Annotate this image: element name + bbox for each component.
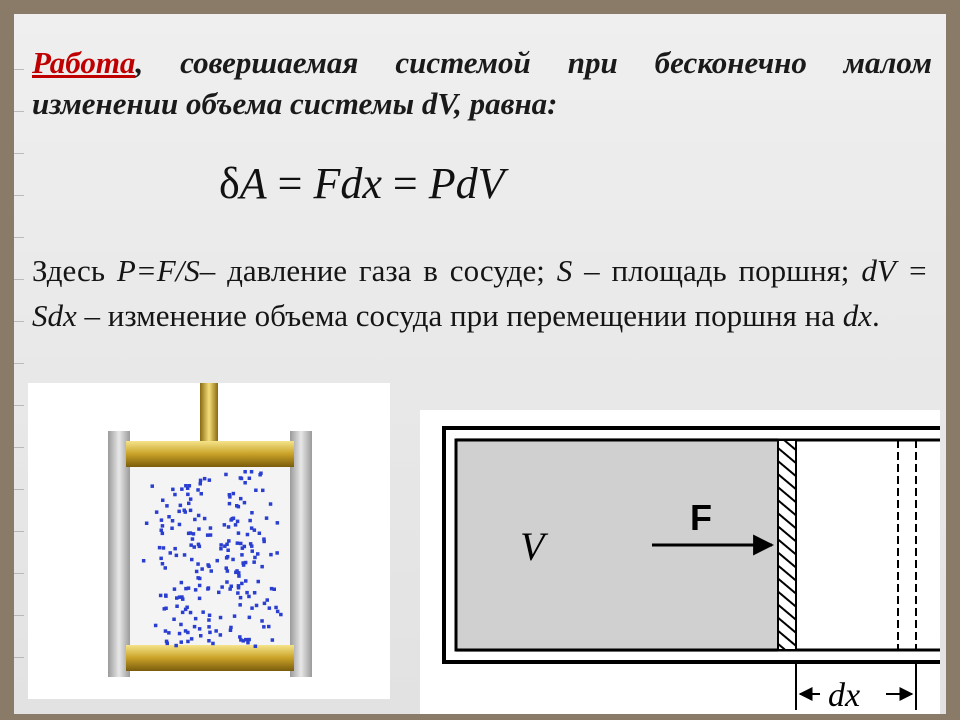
gas-molecule [190,558,194,562]
gas-molecule [242,639,246,643]
gas-molecule [263,602,267,606]
gas-molecule [219,543,223,547]
gas-molecule [228,495,232,499]
gas-molecule [165,504,169,508]
gas-molecule [163,607,167,611]
gas-molecule [248,616,252,620]
formula-Fdx: Fdx [313,159,382,208]
gas-molecule [179,623,183,627]
gas-molecule [180,581,184,585]
gas-molecule [181,611,185,615]
gas-molecule [151,484,155,488]
desc-text-1: Здесь [32,253,117,288]
desc-text-3: – давление газа в сосуде; [199,253,557,288]
gas-molecule [189,531,193,535]
gas-molecule [253,556,257,560]
gas-molecule [223,544,227,548]
gas-molecule [197,527,201,531]
gas-molecule [161,499,165,503]
gas-molecule [193,625,197,629]
gas-molecule [198,577,202,581]
gas-molecule [189,497,193,501]
gas-molecule [194,588,198,592]
gas-molecule [200,492,204,496]
gas-molecule [210,569,214,573]
gas-molecule [247,595,251,599]
gas-molecule [190,637,194,641]
gas-molecule [269,502,273,506]
gas-molecule [236,541,240,545]
gas-molecule [194,617,198,621]
gas-molecule [142,559,146,563]
gas-molecule [238,603,242,607]
gas-molecule [198,584,202,588]
gas-molecule [158,546,162,550]
gas-molecule [255,604,258,608]
work-formula [219,158,504,209]
work-term: Работа [32,45,136,80]
gas-molecule [196,488,200,492]
gas-molecule [225,556,229,560]
description-paragraph [32,248,928,338]
gas-molecule [279,613,283,617]
gas-molecule [256,552,260,556]
gas-molecule [231,558,235,562]
gas-molecule [239,476,243,480]
gas-molecule [237,531,241,535]
gas-molecule [195,570,199,574]
gas-molecule [192,532,196,536]
cylinder-bottom [126,645,294,671]
gas-molecule [180,487,184,491]
gas-molecule [178,523,182,527]
formula-A: A [239,159,267,208]
gas-molecule [237,505,241,509]
force-label: F [690,497,712,538]
piston-rod [200,383,218,445]
gas-molecule [245,591,249,595]
gas-molecule [185,606,189,610]
gas-molecule [250,526,254,530]
gas-molecule [196,562,200,566]
gas-molecule [186,487,190,491]
gas-molecule [237,586,241,590]
gas-molecule [172,618,176,622]
gas-molecule [269,553,273,557]
cylinder-wall-left [108,431,130,677]
gas-molecule [250,470,254,474]
gas-molecule [217,591,221,595]
gas-molecule [254,489,258,493]
gas-molecule [183,553,187,557]
gas-molecule [201,610,205,614]
gas-molecule [224,473,228,477]
gas-molecule [243,481,247,485]
gas-molecule [249,542,253,546]
gas-molecule [226,549,230,553]
formula-PdV: PdV [428,159,505,208]
gas-molecule [238,635,242,639]
formula-eq1: = [266,159,314,208]
slide-heading [32,42,932,124]
gas-molecule [160,518,164,522]
gas-molecule [173,547,177,551]
gas-molecule [169,551,173,555]
gas-molecule [203,477,207,481]
gas-molecule [254,645,258,649]
gas-molecule [161,532,165,536]
gas-molecule [171,488,175,492]
gas-molecule [186,640,190,644]
gas-molecule [227,539,231,543]
gas-molecule [207,625,211,629]
piston-schematic [420,410,940,714]
gas-molecule [235,569,239,573]
gas-cylinder-illustration [28,383,390,699]
gas-molecule [274,606,278,610]
desc-dx: dx [842,298,872,333]
gas-molecule [250,606,254,610]
gas-molecule [164,594,168,598]
gas-molecule [180,640,184,644]
gas-molecule [275,551,279,555]
gas-molecule [207,586,211,590]
edge-dots-decoration [14,69,24,669]
gas-molecule [258,532,262,536]
gas-molecule [276,521,280,525]
gas-molecule [240,582,244,586]
desc-area: S [556,253,573,288]
gas-molecule [208,614,212,618]
gas-molecule [191,537,195,541]
gas-molecule [232,492,236,496]
gas-molecule [231,517,235,521]
piston-schematic-svg [420,410,940,714]
gas-molecule [208,478,212,482]
gas-molecule [199,634,203,638]
gas-molecule [208,631,212,635]
gas-molecule [167,515,171,519]
gas-molecule [229,626,233,630]
gas-molecule [159,557,163,561]
gas-molecule [244,561,248,565]
gas-molecule [174,644,178,648]
gas-molecule [260,619,264,623]
formula-delta: δ [219,159,240,208]
gas-molecule [181,597,185,601]
gas-molecule [261,489,265,493]
gas-molecule [211,642,215,646]
gas-molecule [177,510,181,513]
volume-label: V [520,524,545,569]
gas-molecule [244,579,248,583]
gas-molecule [234,523,238,527]
gas-molecule [267,625,271,629]
gas-molecule [266,598,270,602]
gas-molecule [162,546,166,550]
gas-molecule [175,605,179,609]
gas-molecule [270,587,274,591]
gas-molecule [246,641,250,645]
gas-molecule [262,625,266,629]
gas-molecule [237,574,241,578]
desc-dv: dV = Sdx [32,253,928,333]
gas-molecule [214,629,218,633]
gas-molecule [220,585,224,589]
gas-molecule [259,472,263,476]
gas-molecule [239,497,243,501]
gas-molecule [243,470,247,474]
gas-molecule [189,509,193,512]
gas-molecule [184,629,188,633]
desc-pressure: P=F/S [116,253,200,288]
gas-molecule [233,614,237,618]
gas-molecule [252,560,256,564]
gas-molecule [207,618,211,622]
gas-molecule [159,594,163,598]
gas-molecule [203,517,207,521]
gas-molecule [175,554,179,558]
gas-molecule [198,545,202,549]
gas-molecule [228,502,232,506]
gas-molecule [253,591,257,595]
piston [778,440,796,650]
gas-molecule [200,567,204,571]
gas-molecule [189,611,193,615]
gas-molecule [236,520,240,524]
gas-molecule [262,537,266,541]
desc-text-9: . [871,298,880,333]
gas-molecule [241,546,245,550]
gas-molecule [166,642,170,646]
gas-molecule [155,510,159,514]
gas-molecule [271,638,275,642]
gas-molecule [179,504,183,508]
gas-molecule [239,542,243,546]
gas-molecule [207,565,211,569]
gas-molecule [276,610,280,614]
gas-molecule [184,587,188,591]
gas-molecule [199,479,203,483]
gas-molecule [160,529,164,533]
gas-molecule [247,638,251,642]
gas-molecule [248,477,252,481]
gas-molecule [251,549,255,553]
gas-molecule [225,566,229,570]
gas-molecule [154,624,158,628]
gas-molecule [183,509,187,513]
gas-molecule [161,524,165,528]
gas-molecule [171,519,175,523]
gas-molecule [198,597,202,601]
gas-molecule [178,632,182,636]
gas-molecule [186,493,190,497]
gas-molecule [236,591,240,595]
gas-molecule [193,518,197,522]
gas-molecule [173,587,177,591]
gas-molecule [164,566,168,570]
gas-molecule [227,525,231,529]
gas-molecule [219,616,223,620]
formula-eq2: = [381,159,429,208]
gas-molecule [187,502,191,506]
cylinder-wall-right [290,431,312,677]
gas-molecule [248,519,252,523]
gas-molecule [207,639,211,643]
gas-molecule [175,596,179,600]
gas-molecule [145,522,149,526]
gas-molecule [246,533,250,537]
gas-molecule [257,580,261,584]
gas-cylinder-svg [28,383,390,699]
gas-molecule [209,533,213,537]
gas-molecule [243,501,247,505]
gas-molecule [265,516,269,520]
gas-molecule [164,629,168,633]
gas-molecule [209,526,213,530]
gas-molecule [268,606,272,610]
desc-text-7: – изменение объема сосуда при перемещении поршня на [76,298,843,333]
gas-molecule [161,562,165,566]
gas-molecule [167,631,171,635]
gas-molecule [239,596,243,600]
gas-molecule [250,511,254,515]
heading-rest: , совершаемая системой при бесконечно малом изменении объема системы dV, равна: [32,45,932,121]
gas-molecule [189,543,193,547]
gas-molecule [225,580,229,584]
gas-molecule [216,559,220,563]
gas-molecule [199,482,203,486]
gas-molecule [219,633,223,637]
gas-molecule [240,553,244,557]
desc-text-5: – площадь поршня; [572,253,862,288]
gas-molecule [198,627,202,631]
dx-label: dx [828,677,861,714]
slide [14,14,946,714]
gas-molecule [230,585,234,589]
gas-molecule [223,523,227,527]
gas-molecule [260,565,264,569]
piston-head [126,441,294,467]
gas-molecule [219,547,223,551]
gas-molecule [170,527,174,531]
gas-molecule [197,514,201,518]
gas-molecule [173,493,177,497]
gas-molecule [193,545,197,549]
